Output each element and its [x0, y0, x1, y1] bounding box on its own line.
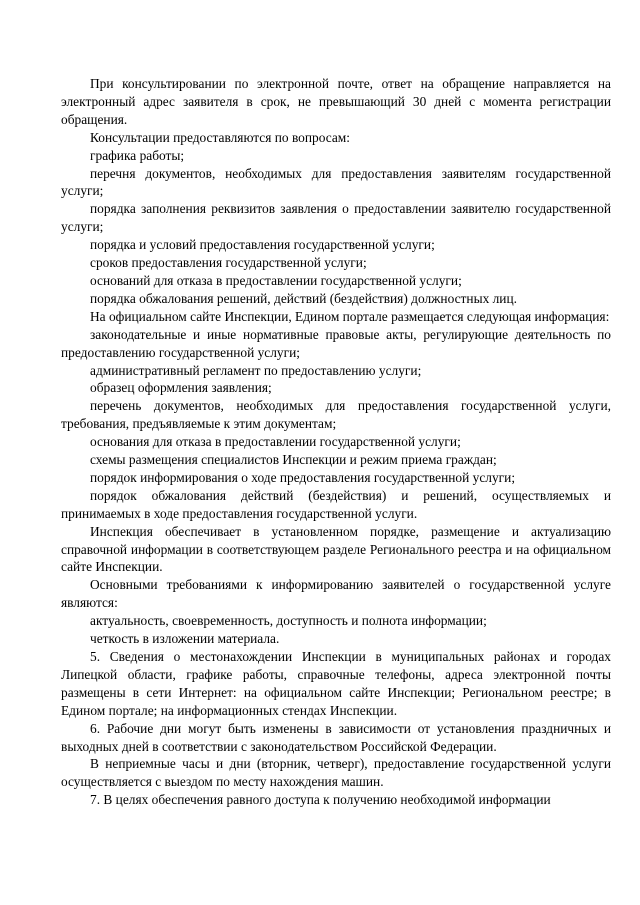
list-item: порядка заполнения реквизитов заявления о предоставлении заявителю государственной услуги; — [61, 201, 611, 235]
list-item: оснований для отказа в предоставлении государственной услуги; — [90, 272, 462, 288]
paragraph: Основными требованиями к информированию заявителей о государственной услуге являются: — [61, 577, 611, 611]
list-item: основания для отказа в предоставлении государственной услуги; — [90, 434, 461, 450]
paragraph: 6. Рабочие дни могут быть изменены в зависимости от установления праздничных и выходных дней в соответствии с законодательством Российской Федерации. — [61, 720, 611, 754]
list-item: порядок обжалования действий (бездействия) и решений, осуществляемых и принимаемых в ходе предоставления государственной услуги. — [61, 487, 611, 521]
list-item: графика работы; — [90, 147, 185, 163]
list-item: порядок информирования о ходе предоставления государственной услуги; — [90, 469, 516, 485]
list-item: четкость в изложении материала. — [90, 631, 280, 647]
list-item: образец оформления заявления; — [90, 380, 272, 396]
list-item: порядка обжалования решений, действий (бездействия) должностных лиц. — [90, 290, 517, 306]
paragraph: В неприемные часы и дни (вторник, четверг), предоставление государственной услуги осуществляется с выездом по месту нахождения машин. — [61, 756, 611, 790]
list-item: законодательные и иные нормативные правовые акты, регулирующие деятельность по предоставлению государственной услуги; — [61, 326, 611, 360]
list-item: схемы размещения специалистов Инспекции и режим приема граждан; — [90, 452, 497, 468]
paragraph: При консультировании по электронной почте, ответ на обращение направляется на электронный адрес заявителя в срок, не превышающий 30 дней с момента регистрации обращения. — [61, 76, 611, 127]
list-item: актуальность, своевременность, доступность и полнота информации; — [90, 613, 487, 629]
paragraph: На официальном сайте Инспекции, Едином портале размещается следующая информация: — [90, 308, 610, 324]
list-item: порядка и условий предоставления государственной услуги; — [90, 237, 435, 253]
list-item: административный регламент по предоставлению услуги; — [90, 362, 422, 378]
paragraph: 5. Сведения о местонахождении Инспекции в муниципальных районах и городах Липецкой области, графике работы, справочные телефоны, адреса электронной почты размещены в сети Интернет: на официальном сайте Инспекции; Региональном реестре; в Едином портале; на информационных стендах Инспекции. — [61, 649, 611, 718]
paragraph: Инспекция обеспечивает в установленном порядке, размещение и актуализацию справочной информации в соответствующем разделе Регионального реестра и на официальном сайте Инспекции. — [61, 523, 611, 575]
list-item: перечень документов, необходимых для предоставления государственной услуги, требования, предъявляемые к этим документам; — [61, 398, 611, 432]
list-item: перечня документов, необходимых для предоставления заявителям государственной услуги; — [61, 165, 611, 199]
paragraph: Консультации предоставляются по вопросам: — [90, 129, 351, 145]
list-item: сроков предоставления государственной услуги; — [90, 255, 367, 271]
paragraph: 7. В целях обеспечения равного доступа к получению необходимой информации — [90, 792, 551, 808]
